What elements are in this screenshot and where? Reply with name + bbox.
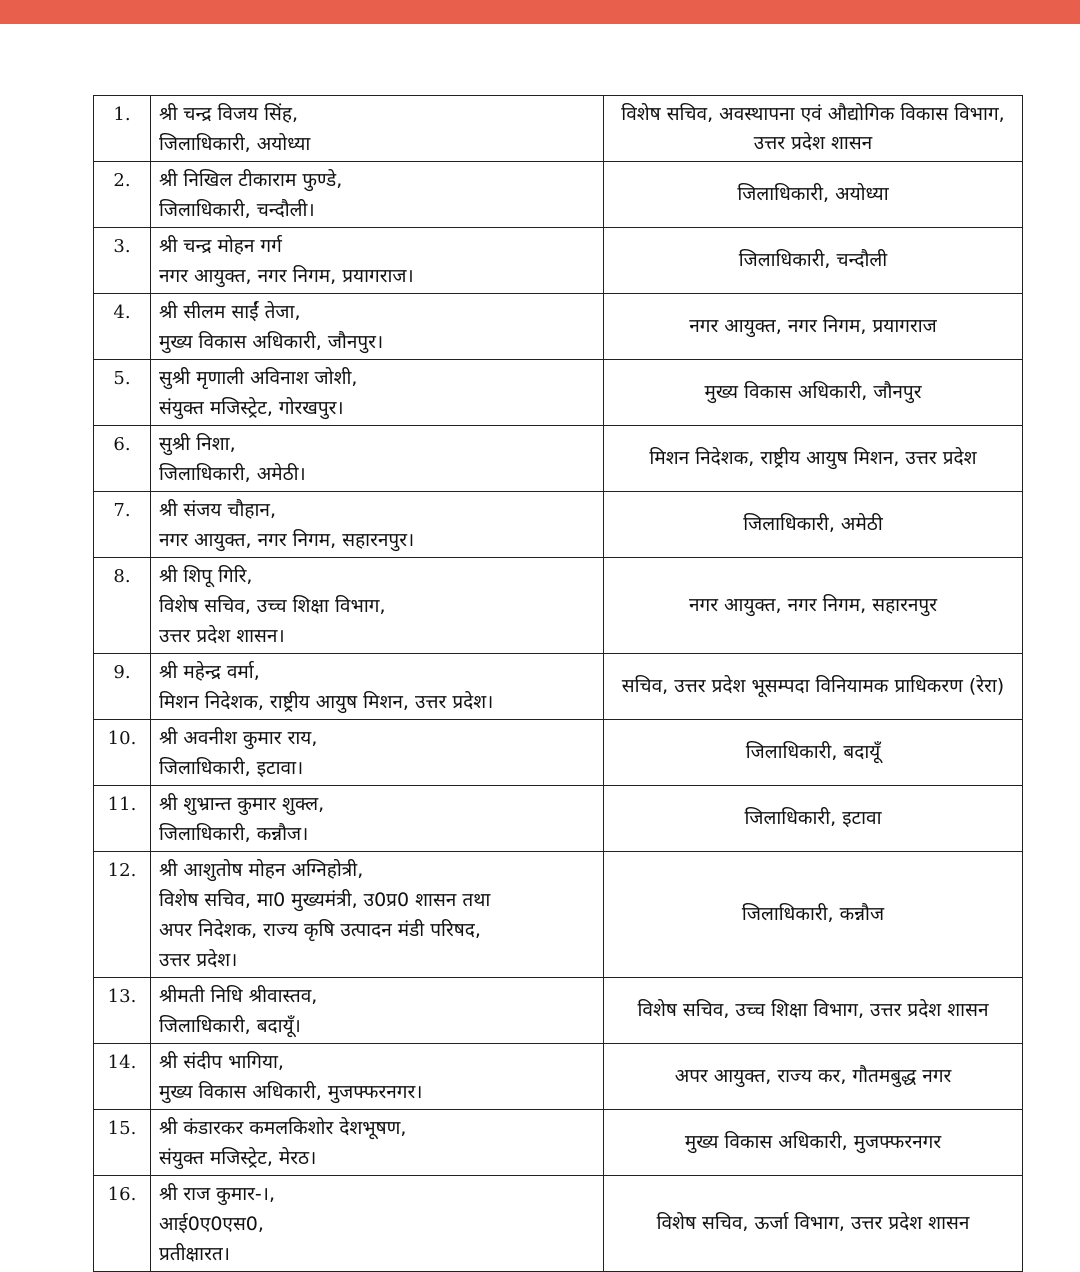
table-row <box>94 426 1023 492</box>
table-row <box>94 1044 1023 1110</box>
officer-current-posting <box>151 294 604 360</box>
table-row <box>94 492 1023 558</box>
officer-detail-line: जिलाधिकारी, अमेठी। <box>159 463 306 485</box>
officer-detail-line: अपर निदेशक, राज्य कृषि उत्पादन मंडी परिषद, <box>159 919 481 941</box>
officer-detail-line: संयुक्त मजिस्ट्रेट, गोरखपुर। <box>159 397 344 419</box>
officer-detail-line: श्री कंडारकर कमलकिशोर देशभूषण, <box>159 1117 407 1139</box>
serial-number: 2. <box>94 162 151 228</box>
table-row <box>94 852 1023 978</box>
officer-detail-line: विशेष सचिव, मा0 मुख्यमंत्री, उ0प्र0 शासन तथा <box>159 889 491 911</box>
officer-detail-line: संयुक्त मजिस्ट्रेट, मेरठ। <box>159 1147 317 1169</box>
new-posting <box>604 558 1023 654</box>
new-posting <box>604 360 1023 426</box>
officer-detail-line: श्री शुभ्रान्त कुमार शुक्ल, <box>159 793 325 815</box>
officer-detail-line: उत्तर प्रदेश। <box>159 949 238 971</box>
table-row <box>94 720 1023 786</box>
serial-number: 5. <box>94 360 151 426</box>
new-posting-text: जिलाधिकारी, इटावा <box>744 807 882 829</box>
table-row <box>94 162 1023 228</box>
officer-detail-line: मुख्य विकास अधिकारी, जौनपुर। <box>159 331 384 353</box>
new-posting <box>604 162 1023 228</box>
new-posting-text: जिलाधिकारी, कन्नौज <box>741 903 885 925</box>
new-posting-text: जिलाधिकारी, चन्दौली <box>738 249 888 271</box>
officer-detail-line: श्रीमती निधि श्रीवास्तव, <box>159 985 318 1007</box>
officer-detail-line: श्री राज कुमार-।, <box>159 1183 275 1205</box>
new-posting-text: विशेष सचिव, उच्च शिक्षा विभाग, उत्तर प्रदेश शासन <box>637 999 989 1021</box>
new-posting-text: नगर आयुक्त, नगर निगम, प्रयागराज <box>689 315 937 337</box>
new-posting-text: जिलाधिकारी, अयोध्या <box>737 183 889 205</box>
officer-detail-line: मुख्य विकास अधिकारी, मुजफ्फरनगर। <box>159 1081 423 1103</box>
officer-current-posting <box>151 1110 604 1176</box>
new-posting-text: मुख्य विकास अधिकारी, मुजफ्फरनगर <box>684 1131 942 1153</box>
serial-number: 11. <box>94 786 151 852</box>
officer-detail-line: जिलाधिकारी, कन्नौज। <box>159 823 309 845</box>
serial-number: 1. <box>94 96 151 162</box>
new-posting <box>604 786 1023 852</box>
table-row <box>94 558 1023 654</box>
serial-number: 10. <box>94 720 151 786</box>
officer-current-posting <box>151 654 604 720</box>
officer-detail-line: श्री सीलम साईं तेजा, <box>159 301 301 323</box>
officer-detail-line: जिलाधिकारी, इटावा। <box>159 757 304 779</box>
officer-current-posting <box>151 852 604 978</box>
officer-detail-line: मिशन निदेशक, राष्ट्रीय आयुष मिशन, उत्तर प्रदेश। <box>159 691 494 713</box>
officer-detail-line: श्री चन्द्र मोहन गर्ग <box>159 235 282 257</box>
new-posting <box>604 1044 1023 1110</box>
serial-number: 7. <box>94 492 151 558</box>
officer-detail-line: जिलाधिकारी, अयोध्या <box>159 133 311 155</box>
table-row <box>94 1110 1023 1176</box>
officer-detail-line: सुश्री मृणाली अविनाश जोशी, <box>159 367 358 389</box>
officer-detail-line: श्री अवनीश कुमार राय, <box>159 727 318 749</box>
officer-current-posting <box>151 360 604 426</box>
new-posting <box>604 654 1023 720</box>
table-body <box>94 96 1023 1272</box>
officer-detail-line: विशेष सचिव, उच्च शिक्षा विभाग, <box>159 595 386 617</box>
officer-current-posting <box>151 558 604 654</box>
officer-current-posting <box>151 1176 604 1272</box>
table-row <box>94 294 1023 360</box>
officer-detail-line: श्री निखिल टीकाराम फुण्डे, <box>159 169 343 191</box>
serial-number: 16. <box>94 1176 151 1272</box>
officer-detail-line: आई0ए0एस0, <box>159 1213 264 1235</box>
serial-number: 15. <box>94 1110 151 1176</box>
new-posting-text: जिलाधिकारी, अमेठी <box>743 513 883 535</box>
new-posting <box>604 978 1023 1044</box>
table-row <box>94 228 1023 294</box>
officer-current-posting <box>151 96 604 162</box>
officer-current-posting <box>151 1044 604 1110</box>
new-posting-text: जिलाधिकारी, बदायूँ <box>745 741 881 763</box>
serial-number: 6. <box>94 426 151 492</box>
new-posting <box>604 720 1023 786</box>
new-posting-text: सचिव, उत्तर प्रदेश भूसम्पदा विनियामक प्राधिकरण (रेरा) <box>621 675 1005 697</box>
table-row <box>94 1176 1023 1272</box>
table-row <box>94 978 1023 1044</box>
serial-number: 3. <box>94 228 151 294</box>
new-posting <box>604 1110 1023 1176</box>
officer-detail-line: जिलाधिकारी, बदायूँ। <box>159 1015 301 1037</box>
new-posting <box>604 426 1023 492</box>
table-row <box>94 654 1023 720</box>
officer-current-posting <box>151 978 604 1044</box>
new-posting <box>604 1176 1023 1272</box>
new-posting <box>604 228 1023 294</box>
new-posting <box>604 96 1023 162</box>
officer-detail-line: उत्तर प्रदेश शासन। <box>159 625 285 647</box>
serial-number: 14. <box>94 1044 151 1110</box>
officer-detail-line: नगर आयुक्त, नगर निगम, सहारनपुर। <box>159 529 415 551</box>
officer-current-posting <box>151 162 604 228</box>
officer-detail-line: श्री आशुतोष मोहन अग्निहोत्री, <box>159 859 364 881</box>
serial-number: 8. <box>94 558 151 654</box>
officer-detail-line: जिलाधिकारी, चन्दौली। <box>159 199 315 221</box>
officer-detail-line: नगर आयुक्त, नगर निगम, प्रयागराज। <box>159 265 414 287</box>
serial-number: 13. <box>94 978 151 1044</box>
officer-current-posting <box>151 786 604 852</box>
table-row <box>94 96 1023 162</box>
officer-current-posting <box>151 492 604 558</box>
top-accent-bar <box>0 0 1080 24</box>
officer-detail-line: श्री संजय चौहान, <box>159 499 276 521</box>
transfer-list-table <box>93 95 1023 1272</box>
officer-detail-line: श्री संदीप भागिया, <box>159 1051 284 1073</box>
serial-number: 12. <box>94 852 151 978</box>
new-posting <box>604 492 1023 558</box>
new-posting <box>604 852 1023 978</box>
table-row <box>94 786 1023 852</box>
officer-detail-line: सुश्री निशा, <box>159 433 236 455</box>
officer-detail-line: श्री शिपू गिरि, <box>159 565 253 587</box>
officer-detail-line: श्री चन्द्र विजय सिंह, <box>159 103 299 125</box>
officer-current-posting <box>151 426 604 492</box>
officer-detail-line: श्री महेन्द्र वर्मा, <box>159 661 260 683</box>
table-row <box>94 360 1023 426</box>
serial-number: 9. <box>94 654 151 720</box>
officer-detail-line: प्रतीक्षारत। <box>159 1243 230 1265</box>
new-posting <box>604 294 1023 360</box>
new-posting-text: विशेष सचिव, अवस्थापना एवं औद्योगिक विकास विभाग, उत्तर प्रदेश शासन <box>621 102 1005 154</box>
new-posting-text: नगर आयुक्त, नगर निगम, सहारनपुर <box>689 594 937 616</box>
new-posting-text: अपर आयुक्त, राज्य कर, गौतमबुद्ध नगर <box>674 1065 952 1087</box>
new-posting-text: मिशन निदेशक, राष्ट्रीय आयुष मिशन, उत्तर प्रदेश <box>649 447 977 469</box>
new-posting-text: विशेष सचिव, ऊर्जा विभाग, उत्तर प्रदेश शासन <box>656 1212 970 1234</box>
new-posting-text: मुख्य विकास अधिकारी, जौनपुर <box>704 381 922 403</box>
officer-current-posting <box>151 720 604 786</box>
serial-number: 4. <box>94 294 151 360</box>
officer-current-posting <box>151 228 604 294</box>
